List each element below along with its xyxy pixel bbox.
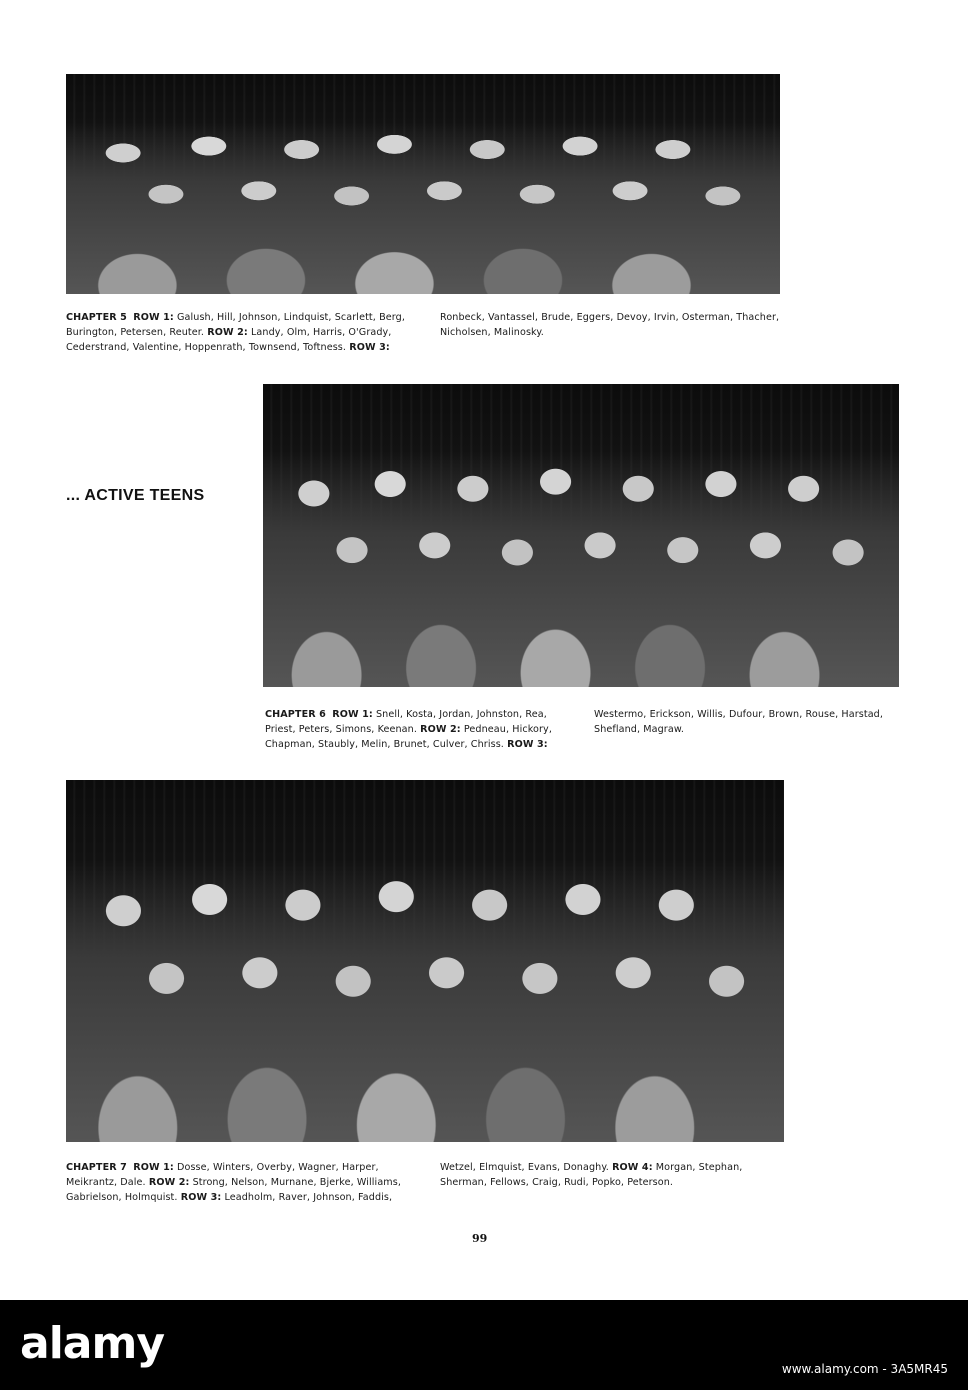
chapter-7-photo xyxy=(66,780,784,1142)
row-label: ROW 2: xyxy=(207,327,248,338)
row-label: ROW 4: xyxy=(612,1162,653,1173)
row-names: Pedneau, Hickory, Chapman, Staubly, Melin, Brunet, Culver, Chriss. xyxy=(265,724,552,750)
chapter-5-label: CHAPTER 5 xyxy=(66,312,127,323)
row-label: ROW 2: xyxy=(420,724,461,735)
row-names: Landy, Olm, Harris, O'Grady, Cederstrand, Valentine, Hoppenrath, Townsend, Toftness. xyxy=(66,327,392,353)
section-title: ... ACTIVE TEENS xyxy=(66,487,205,504)
row-names: Morgan, Stephan, Sherman, Fellows, Craig, Rudi, Popko, Peterson. xyxy=(440,1162,743,1188)
watermark-bar xyxy=(0,1300,968,1390)
chapter-6-caption-left xyxy=(265,707,575,752)
chapter-5-caption-right xyxy=(440,310,795,340)
row-names: Westermo, Erickson, Willis, Dufour, Brown, Rouse, Harstad, Shefland, Magraw. xyxy=(594,709,884,735)
row-label: ROW 2: xyxy=(148,1177,190,1188)
chapter-5-caption-left xyxy=(66,310,418,355)
page-number: 99 xyxy=(472,1232,488,1245)
chapter-6-caption-right xyxy=(594,707,904,737)
row-label: ROW 3: xyxy=(349,342,390,353)
chapter-6-label: CHAPTER 6 xyxy=(265,709,326,720)
row-label: ROW 1: xyxy=(133,1162,174,1173)
row-label: ROW 3: xyxy=(507,739,548,750)
chapter-6-group xyxy=(263,451,899,687)
row-label: ROW 1: xyxy=(133,312,174,323)
row-label: ROW 1: xyxy=(332,709,373,720)
chapter-7-label: CHAPTER 7 xyxy=(66,1162,127,1173)
row-names: Wetzel, Elmquist, Evans, Donaghy. xyxy=(440,1162,609,1173)
row-names: Leadholm, Raver, Johnson, Faddis, xyxy=(224,1192,393,1203)
chapter-7-caption-right xyxy=(440,1160,792,1190)
chapter-5-group xyxy=(66,122,780,294)
row-names: Snell, Kosta, Jordan, Johnston, Rea, Priest, Peters, Simons, Keenan. xyxy=(265,709,547,735)
watermark-logo: alamy xyxy=(20,1318,164,1369)
chapter-6-photo xyxy=(263,384,899,687)
chapter-7-caption-left xyxy=(66,1160,418,1205)
watermark-url: www.alamy.com - 3A5MR45 xyxy=(781,1362,948,1376)
row-label: ROW 3: xyxy=(180,1192,222,1203)
row-names: Ronbeck, Vantassel, Brude, Eggers, Devoy, Irvin, Osterman, Thacher, Nicholsen, Malinosky. xyxy=(440,312,780,338)
row-names: Galush, Hill, Johnson, Lindquist, Scarlett, Berg, Burington, Petersen, Reuter. xyxy=(66,312,405,338)
row-names: Strong, Nelson, Murnane, Bjerke, Williams, Gabrielson, Holmquist. xyxy=(66,1177,401,1203)
chapter-5-photo xyxy=(66,74,780,294)
chapter-7-group xyxy=(66,860,784,1142)
row-names: Dosse, Winters, Overby, Wagner, Harper, Meikrantz, Dale. xyxy=(66,1162,379,1188)
